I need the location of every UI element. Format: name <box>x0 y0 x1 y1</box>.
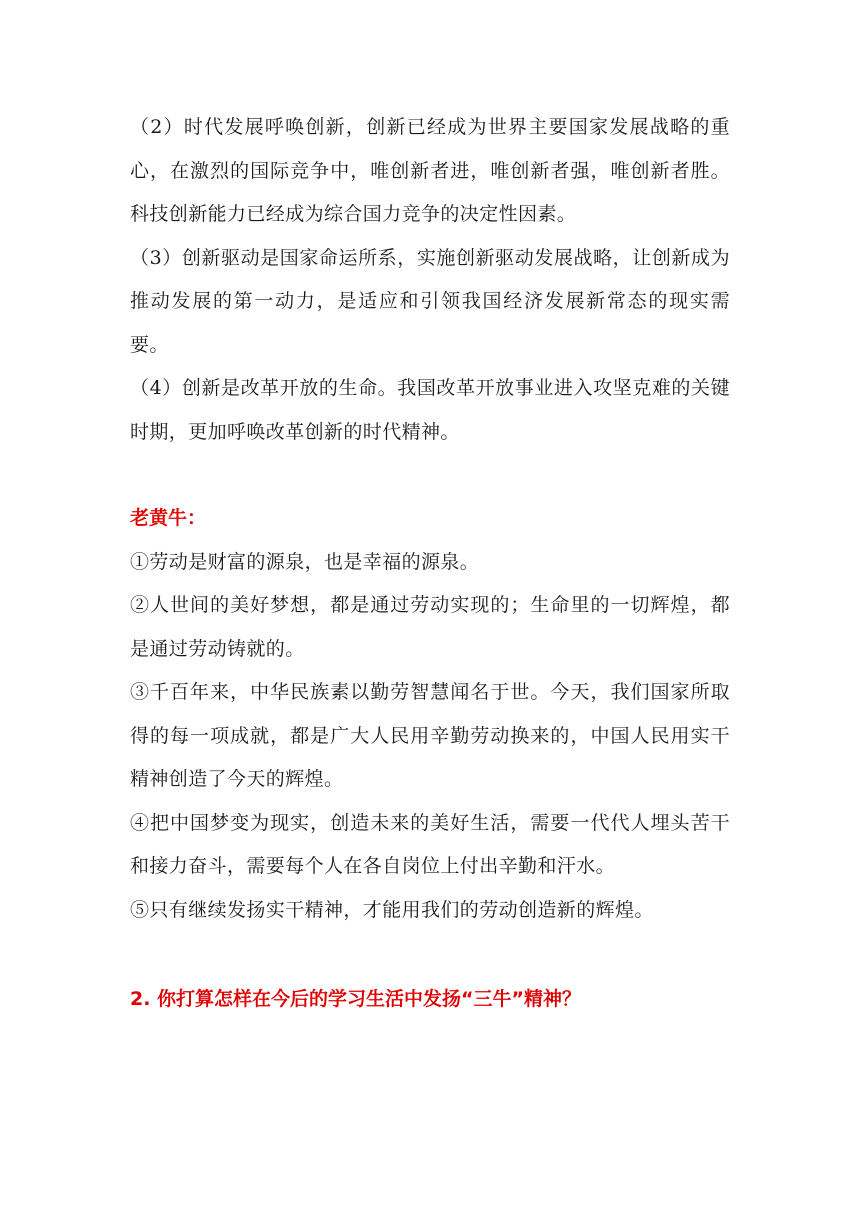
question-heading: 2. 你打算怎样在今后的学习生活中发扬“三牛”精神？ <box>130 988 582 1010</box>
old-ox-item-3: ③千百年来，中华民族素以勤劳智慧闻名于世。今天，我们国家所取得的每一项成就，都是广大人民用辛勤劳动换来的，中国人民用实干精神创造了今天的辉煌。 <box>130 681 730 790</box>
old-ox-item-2: ②人世间的美好梦想，都是通过劳动实现的；生命里的一切辉煌，都是通过劳动铸就的。 <box>130 594 730 660</box>
innovation-paragraph-3: （3）创新驱动是国家命运所系，实施创新驱动发展战略，让创新成为推动发展的第一动力，是适应和引领我国经济发展新常态的现实需要。 <box>130 246 730 356</box>
section-gap <box>130 454 730 497</box>
old-ox-heading: 老黄牛： <box>130 507 207 529</box>
old-ox-item-1: ①劳动是财富的源泉，也是幸福的源泉。 <box>130 550 480 573</box>
innovation-paragraph-4: （4）创新是改革开放的生命。我国改革开放事业进入攻坚克难的关键时期，更加呼唤改革创新的时代精神。 <box>130 377 730 443</box>
old-ox-item-5: ⑤只有继续发扬实干精神，才能用我们的劳动创造新的辉煌。 <box>130 898 654 921</box>
section-gap <box>130 932 730 978</box>
innovation-paragraph-2: （2）时代发展呼唤创新，创新已经成为世界主要国家发展战略的重心，在激烈的国际竞争中，唯创新者进，唯创新者强，唯创新者胜。 科技创新能力已经成为综合国力竞争的决定性因素。 <box>130 116 730 225</box>
old-ox-item-4: ④把中国梦变为现实，创造未来的美好生活，需要一代代人埋头苦干和接力奋斗，需要每个人在各自岗位上付出辛勤和汗水。 <box>130 811 730 877</box>
document-page <box>130 106 730 1022</box>
